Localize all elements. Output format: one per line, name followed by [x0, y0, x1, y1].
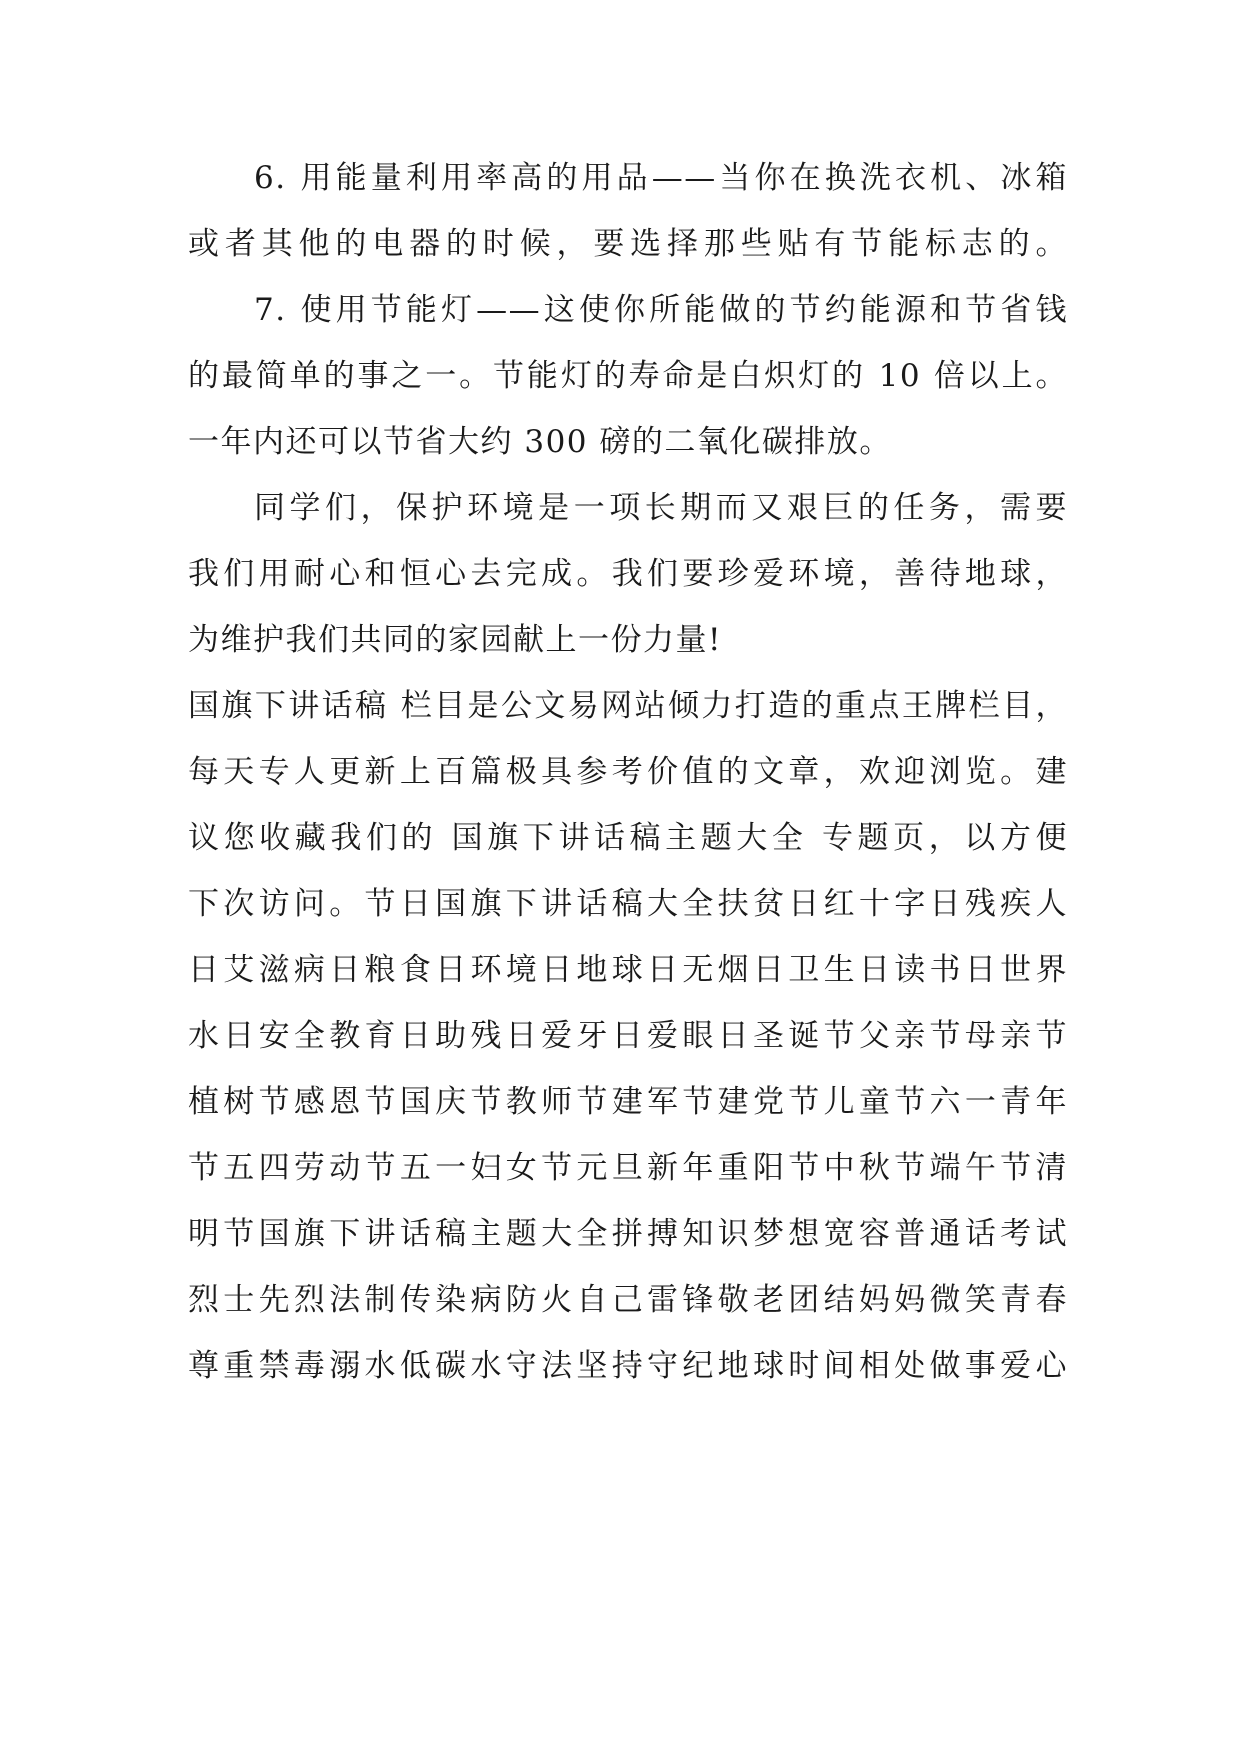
text-line: 6. 用能量利用率高的用品——当你在换洗衣机、冰箱 — [254, 160, 1068, 196]
text-line: 烈士先烈法制传染病防火自己雷锋敬老团结妈妈微笑青春 — [188, 1282, 1068, 1318]
text-line: 为维护我们共同的家园献上一份力量! — [188, 622, 722, 658]
text-line: 或者其他的电器的时候，要选择那些贴有节能标志的。 — [188, 226, 1068, 262]
text-line: 下次访问。节日国旗下讲话稿大全扶贫日红十字日残疾人 — [188, 886, 1068, 922]
text-line: 每天专人更新上百篇极具参考价值的文章，欢迎浏览。建 — [188, 754, 1068, 790]
text-line: 我们用耐心和恒心去完成。我们要珍爱环境，善待地球， — [188, 556, 1068, 592]
text-line: 一年内还可以节省大约 300 磅的二氧化碳排放。 — [188, 424, 892, 460]
text-line: 植树节感恩节国庆节教师节建军节建党节儿童节六一青年 — [188, 1084, 1068, 1120]
text-line: 的最简单的事之一。节能灯的寿命是白炽灯的 10 倍以上。 — [188, 358, 1068, 394]
text-line: 节五四劳动节五一妇女节元旦新年重阳节中秋节端午节清 — [188, 1150, 1068, 1186]
text-line: 国旗下讲话稿 栏目是公文易网站倾力打造的重点王牌栏目， — [188, 688, 1068, 724]
text-line: 同学们，保护环境是一项长期而又艰巨的任务，需要 — [254, 490, 1068, 526]
text-line: 尊重禁毒溺水低碳水守法坚持守纪地球时间相处做事爱心 — [188, 1348, 1068, 1384]
text-line: 日艾滋病日粮食日环境日地球日无烟日卫生日读书日世界 — [188, 952, 1068, 988]
text-line: 明节国旗下讲话稿主题大全拼搏知识梦想宽容普通话考试 — [188, 1216, 1068, 1252]
text-line: 水日安全教育日助残日爱牙日爱眼日圣诞节父亲节母亲节 — [188, 1018, 1068, 1054]
text-line: 7. 使用节能灯——这使你所能做的节约能源和节省钱 — [254, 292, 1068, 328]
text-line: 议您收藏我们的 国旗下讲话稿主题大全 专题页，以方便 — [188, 820, 1068, 856]
